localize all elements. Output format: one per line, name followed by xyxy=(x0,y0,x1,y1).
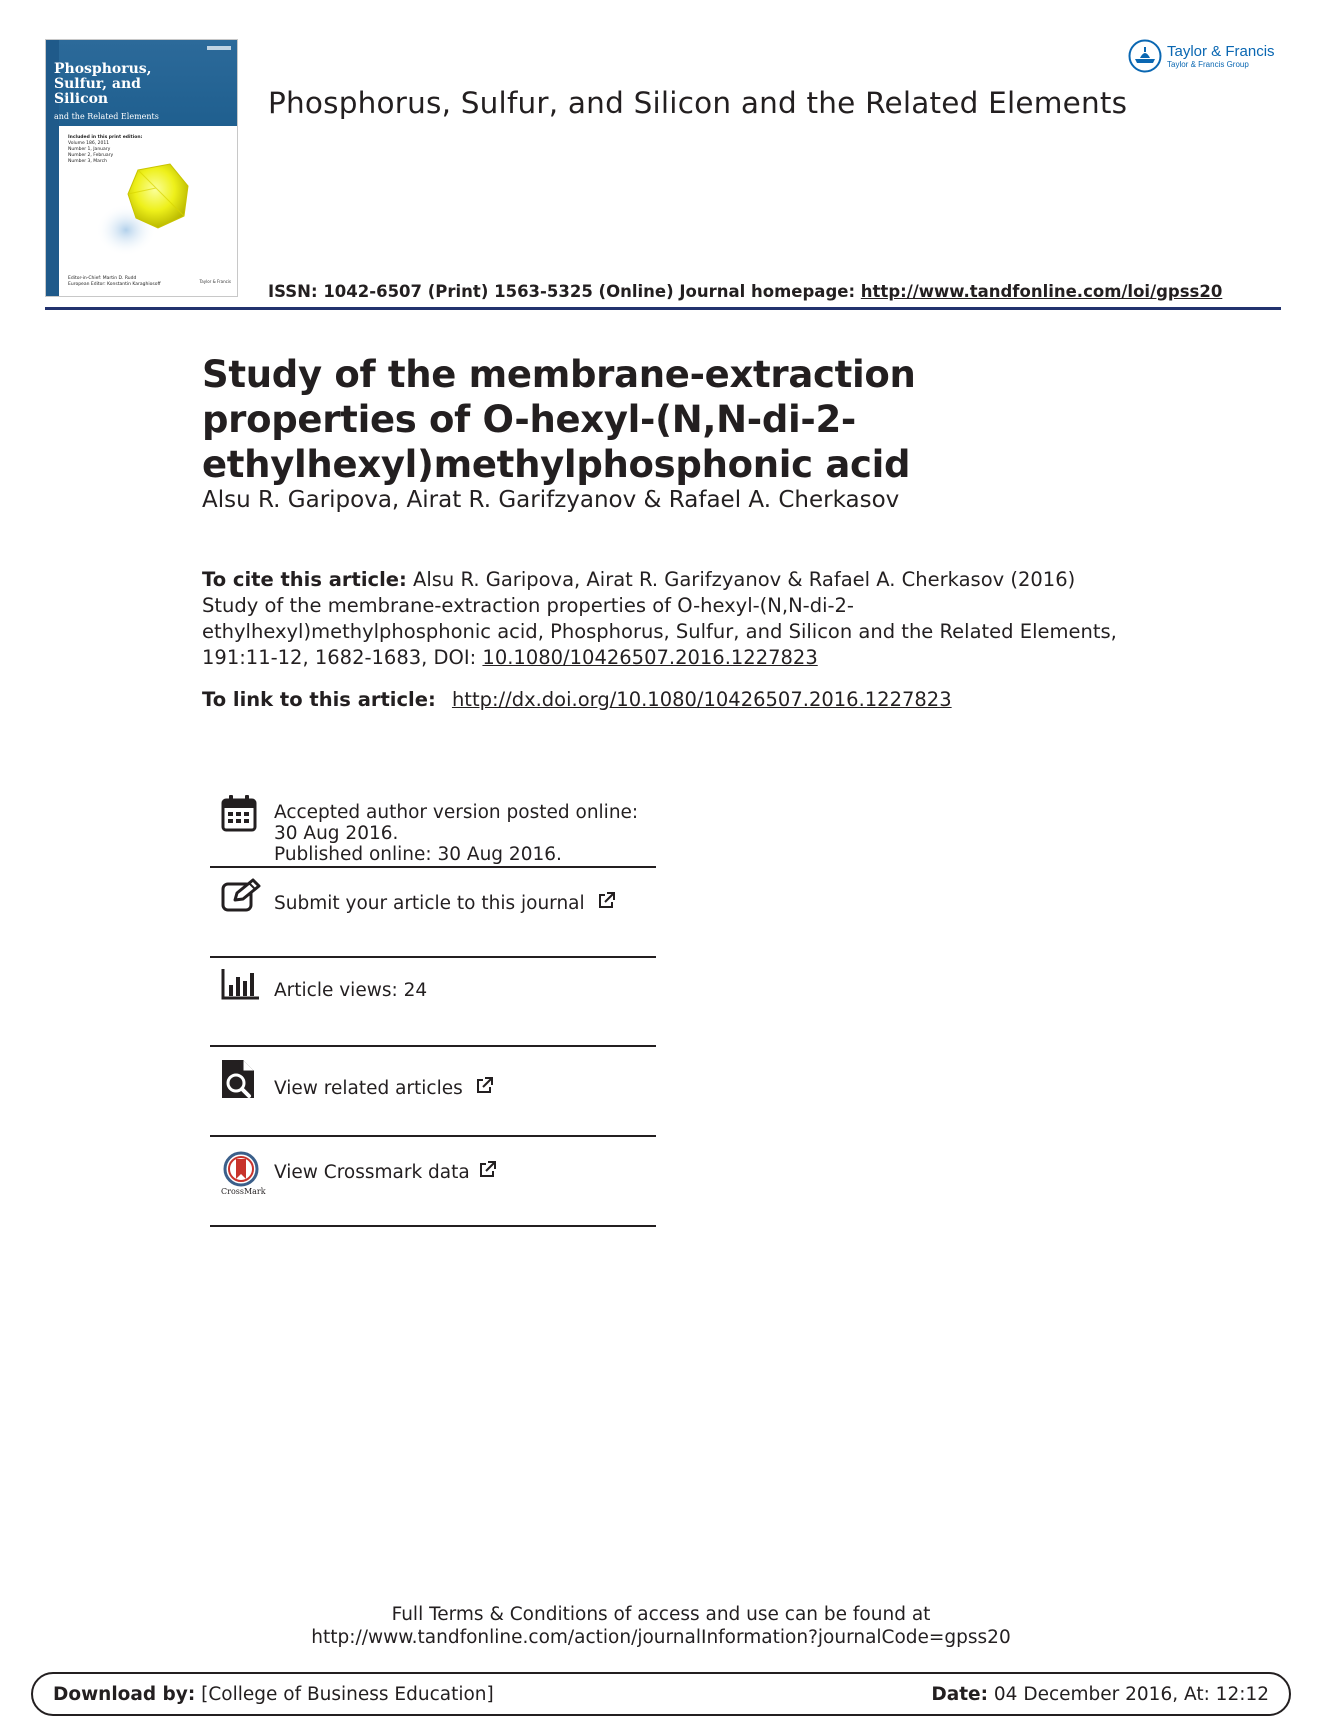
date-label: Date: xyxy=(931,1684,989,1705)
cover-editors: Editor-in-Chief: Martin D. Rudd European Editor: Konstantin Karaghiosoff xyxy=(68,276,161,287)
external-link-icon xyxy=(597,892,615,910)
publisher-group: Taylor & Francis Group xyxy=(1167,59,1249,69)
article-authors: Alsu R. Garipova, Airat R. Garifzyanov & Rafael A. Cherkasov xyxy=(202,487,900,513)
views-text: Article views: 24 xyxy=(274,980,428,1001)
cover-issn-mark xyxy=(207,46,231,50)
cover-title: Phosphorus, Sulfur, and Silicon xyxy=(54,61,152,107)
download-label: Download by: xyxy=(53,1684,196,1705)
link-label: To link to this article: xyxy=(202,688,436,711)
publisher-logo[interactable] xyxy=(1128,39,1275,73)
date-value: 04 December 2016, At: 12:12 xyxy=(993,1684,1269,1705)
external-link-icon xyxy=(475,1077,493,1095)
publisher-name: Taylor & Francis xyxy=(1167,42,1275,60)
article-info-list xyxy=(210,790,656,1227)
cite-doi-link[interactable]: 10.1080/10426507.2016.1227823 xyxy=(482,646,818,669)
related-link[interactable]: View related articles xyxy=(274,1078,463,1099)
bar-chart-icon xyxy=(221,967,261,1001)
journal-cover-image xyxy=(45,39,238,297)
external-link-icon xyxy=(478,1161,496,1179)
terms-notice xyxy=(0,1603,1322,1649)
citation-block xyxy=(202,567,1122,671)
published-date: Published online: 30 Aug 2016. xyxy=(274,844,562,865)
list-item-crossmark[interactable] xyxy=(210,1137,656,1227)
crossmark-link[interactable]: View Crossmark data xyxy=(274,1162,470,1183)
list-item-dates xyxy=(210,790,656,868)
dates-text xyxy=(274,802,654,865)
crossmark-text[interactable] xyxy=(274,1161,496,1183)
submit-link[interactable]: Submit your article to this journal xyxy=(274,893,585,914)
sulfur-crystal-image xyxy=(98,158,198,268)
taylor-francis-logo-icon xyxy=(1128,39,1162,73)
journal-homepage-link[interactable]: http://www.tandfonline.com/loi/gpss20 xyxy=(860,282,1223,301)
article-link-line xyxy=(202,688,952,711)
related-text[interactable] xyxy=(274,1077,493,1099)
calendar-icon xyxy=(221,794,257,832)
crossmark-caption: CrossMark xyxy=(221,1187,266,1196)
journal-title: Phosphorus, Sulfur, and Silicon and the Related Elements xyxy=(268,86,1128,120)
article-doi-link[interactable]: http://dx.doi.org/10.1080/10426507.2016.1227823 xyxy=(451,688,952,711)
terms-url[interactable]: http://www.tandfonline.com/action/journalInformation?journalCode=gpss20 xyxy=(311,1627,1011,1648)
download-date xyxy=(931,1684,1269,1705)
crossmark-icon xyxy=(221,1151,261,1187)
download-info-bar xyxy=(31,1672,1291,1716)
download-value: [College of Business Education] xyxy=(201,1684,494,1705)
cover-publisher: Taylor & Francis xyxy=(199,279,231,284)
article-title: Study of the membrane-extraction properties of O-hexyl-(N,N-di-2-ethylhexyl)methylphosphonic acid xyxy=(202,353,916,486)
edit-icon xyxy=(221,878,261,912)
terms-line-1: Full Terms & Conditions of access and use can be found at xyxy=(391,1604,931,1625)
publisher-logo-text xyxy=(1167,44,1275,69)
list-item-related[interactable] xyxy=(210,1047,656,1137)
download-by xyxy=(53,1684,494,1705)
document-search-icon xyxy=(221,1059,255,1099)
cover-edition-heading: Included in this print edition: xyxy=(68,135,143,140)
cite-label: To cite this article: xyxy=(202,568,407,591)
accepted-date: Accepted author version posted online: 30 Aug 2016. xyxy=(274,802,639,844)
cover-subtitle: and the Related Elements xyxy=(54,112,159,121)
cover-edition-details: Volume 186, 2011 Number 1, January Number 2, February Number 3, March xyxy=(68,141,114,164)
header-divider xyxy=(45,307,1281,310)
cite-text: Alsu R. Garipova, Airat R. Garifzyanov & Rafael A. Cherkasov (2016) Study of the membrane-extraction properties of O-hexyl-(N,N-di-2-ethylhexyl)methylphosphonic acid, Phosphorus, Sulfur, and Silicon and the Related Elements, 191:11-12, 1682-1683, DOI: xyxy=(202,568,1117,669)
issn-line xyxy=(268,282,1222,301)
crossmark-badge xyxy=(221,1151,266,1196)
issn-text: ISSN: 1042-6507 (Print) 1563-5325 (Online) Journal homepage: xyxy=(268,282,856,301)
list-item-submit[interactable] xyxy=(210,868,656,958)
list-item-views xyxy=(210,958,656,1047)
submit-text[interactable] xyxy=(274,892,615,914)
